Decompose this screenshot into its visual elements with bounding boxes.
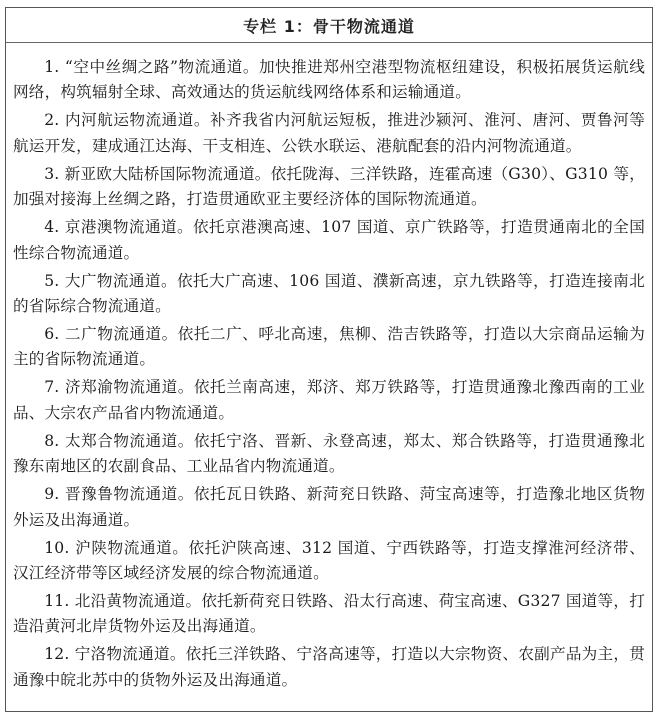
box-body [6,43,652,693]
list-item-12: 12. 宁洛物流通道。依托三洋铁路、宁洛高速等，打造以大宗物资、农副产品为主，贯通豫中皖北苏中的货物外运及出海通道。 [13,645,645,689]
box-title: 专栏 1：骨干物流通道 [6,8,652,43]
list-item-6: 6. 二广物流通道。依托二广、呼北高速，焦柳、浩吉铁路等，打造以大宗商品运输为主的省际物流通道。 [13,325,645,369]
list-item-5: 5. 大广物流通道。依托大广高速、106 国道、濮新高速，京九铁路等，打造连接南北的省际综合物流通道。 [13,271,645,316]
column-box [5,7,653,712]
list-item-4: 4. 京港澳物流通道。依托京港澳高速、107 国道、京广铁路等，打造贯通南北的全国性综合物流通道。 [13,218,645,262]
list-item-1: 1. “空中丝绸之路”物流通道。加快推进郑州空港型物流枢纽建设，积极拓展货运航线网络，构筑辐射全球、高效通达的货运航线网络体系和运输通道。 [13,58,645,102]
list-item-7: 7. 济郑渝物流通道。依托兰南高速，郑济、郑万铁路等，打造贯通豫北豫西南的工业品、大宗农产品省内物流通道。 [13,378,645,422]
list-item-10: 10. 沪陕物流通道。依托沪陕高速、312 国道、宁西铁路等，打造支撑淮河经济带、汉江经济带等区域经济发展的综合物流通道。 [13,538,645,583]
list-item-11: 11. 北沿黄物流通道。依托新荷兖日铁路、沿太行高速、荷宝高速、G327 国道等，打造沿黄河北岸货物外运及出海通道。 [13,592,645,636]
list-item-8: 8. 太郑合物流通道。依托宁洛、晋新、永登高速，郑太、郑合铁路等，打造贯通豫北豫东南地区的农副食品、工业品省内物流通道。 [13,431,645,476]
list-item-9: 9. 晋豫鲁物流通道。依托瓦日铁路、新菏兖日铁路、菏宝高速等，打造豫北地区货物外运及出海通道。 [13,485,645,529]
list-item-3: 3. 新亚欧大陆桥国际物流通道。依托陇海、三洋铁路，连霍高速（G30）、G310 等，加强对接海上丝绸之路，打造贯通欧亚主要经济体的国际物流通道。 [13,164,645,209]
list-item-2: 2. 内河航运物流通道。补齐我省内河航运短板，推进沙颍河、淮河、唐河、贾鲁河等航运开发，建成通江达海、干支相连、公铁水联运、港航配套的沿内河物流通道。 [13,111,645,155]
